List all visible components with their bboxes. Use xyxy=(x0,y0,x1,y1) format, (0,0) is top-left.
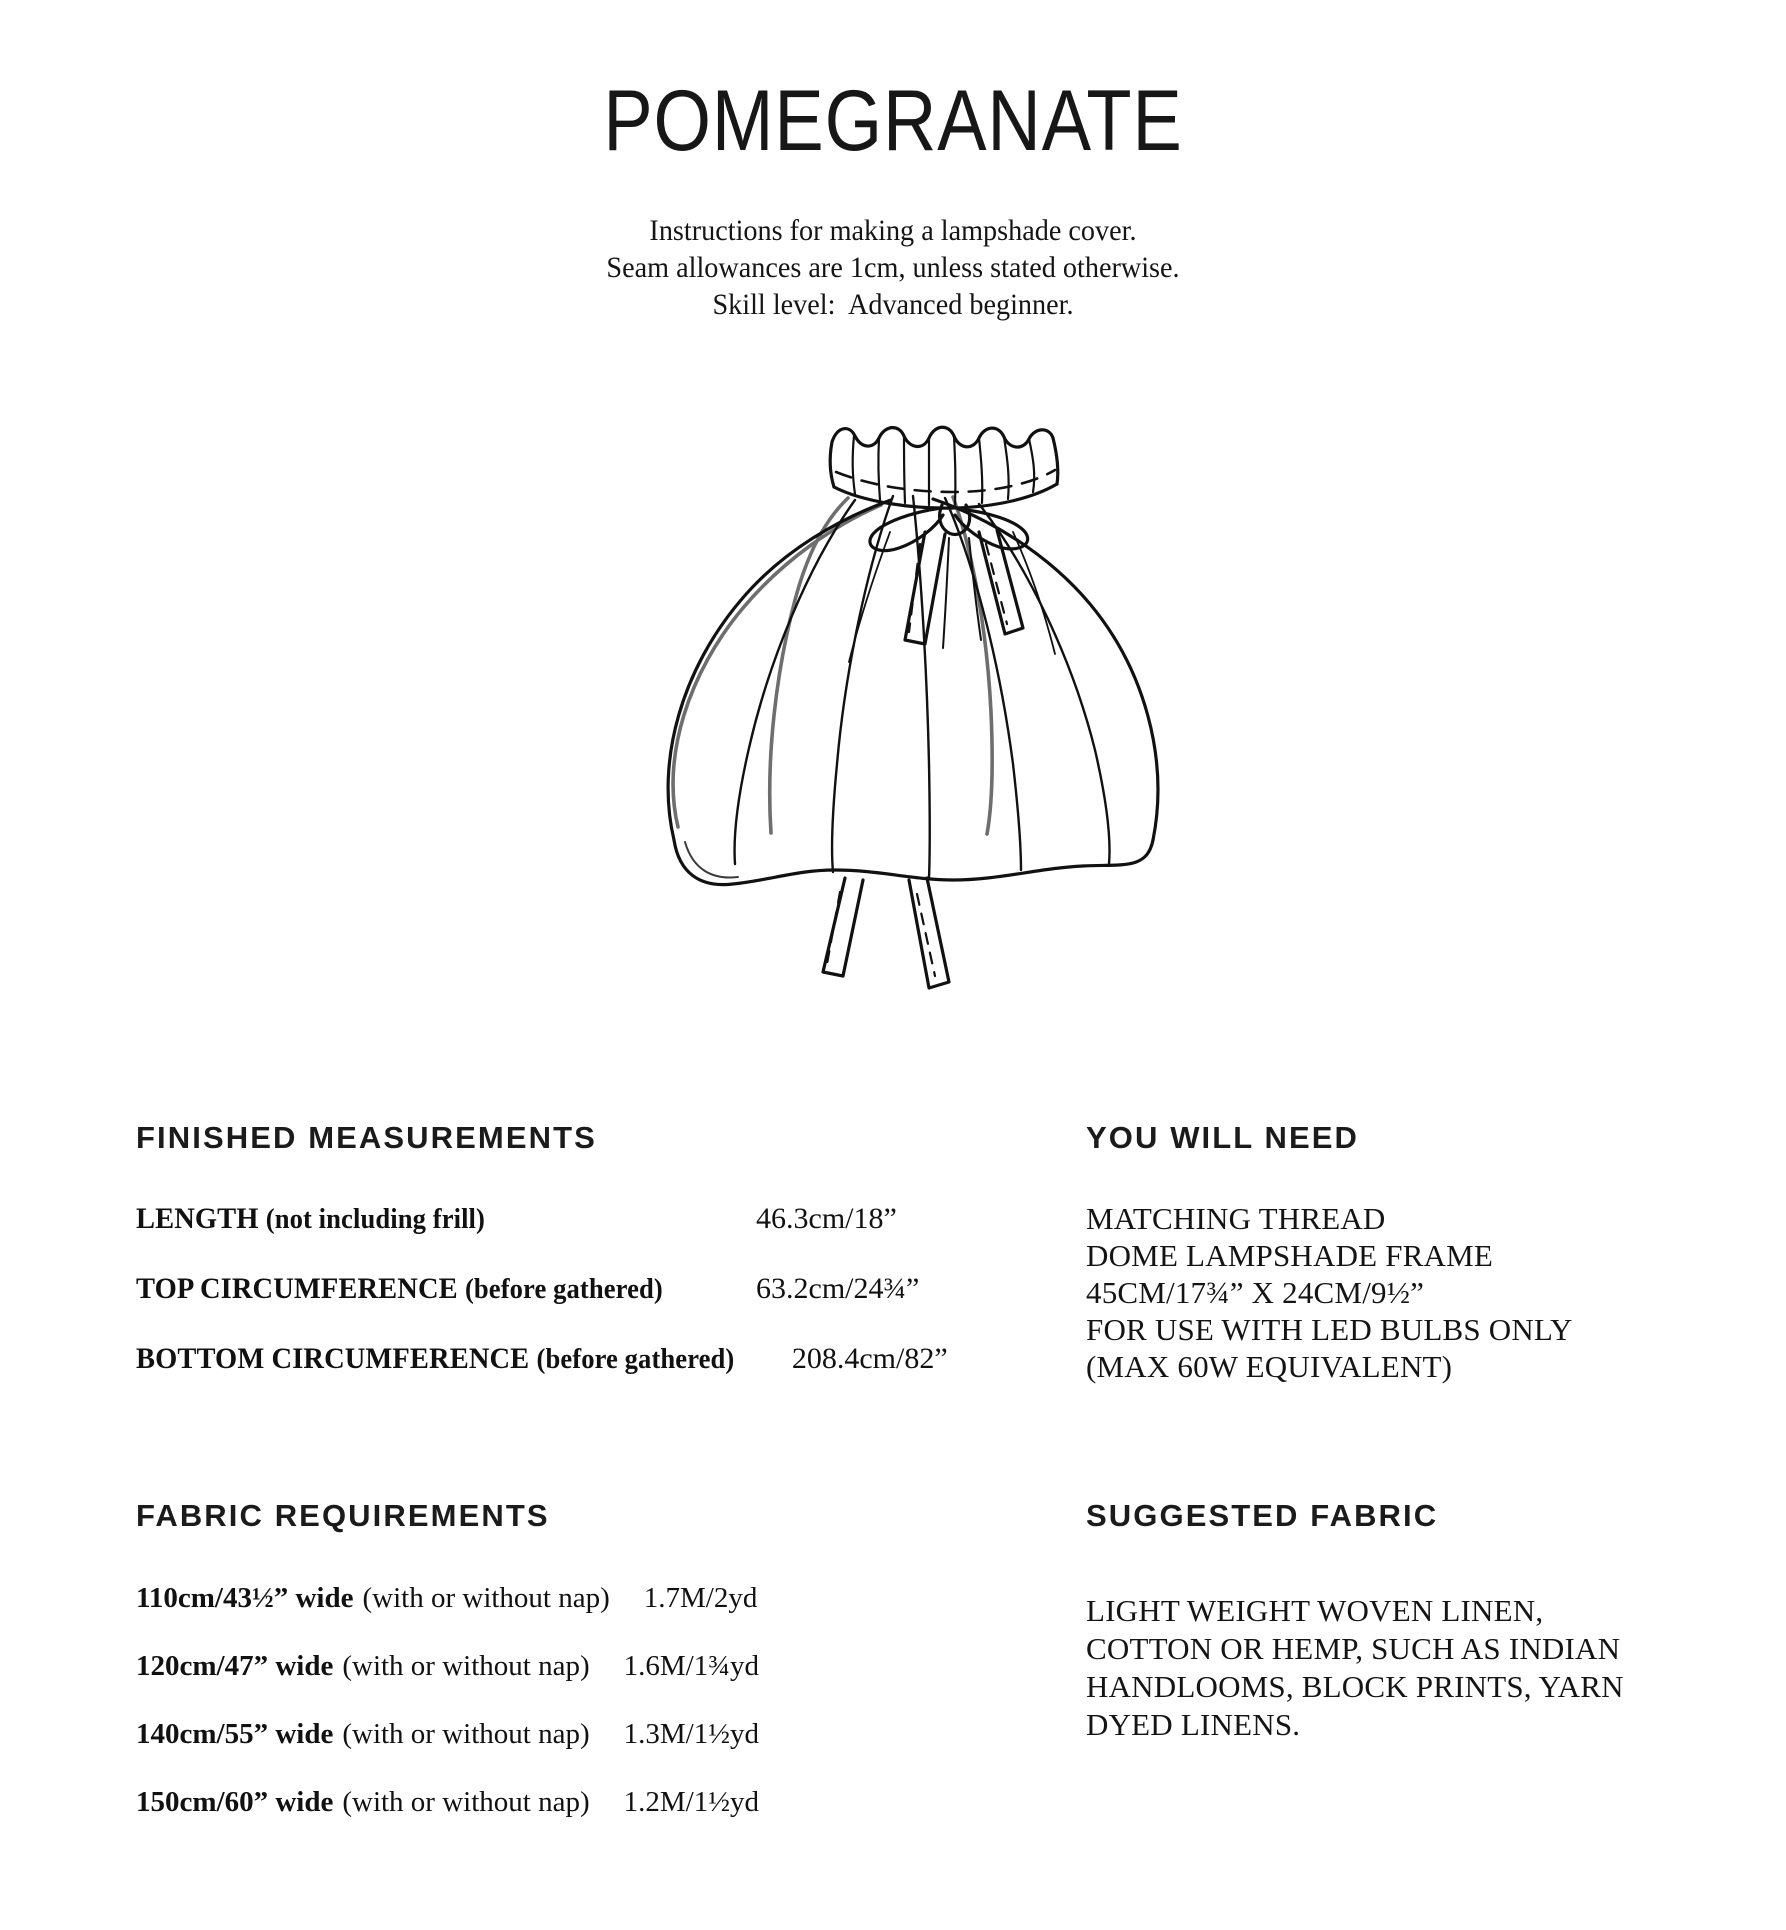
you-will-need-item: DOME LAMPSHADE FRAME xyxy=(1086,1238,1494,1273)
fabric-nap: (with or without nap) xyxy=(342,1650,590,1682)
measurement-row xyxy=(136,1342,956,1412)
you-will-need-item: MATCHING THREAD xyxy=(1086,1201,1386,1236)
fabric-width: 150cm/60” wide xyxy=(136,1786,334,1818)
measurement-row xyxy=(136,1202,956,1272)
suggested-fabric-section xyxy=(1086,1498,1726,1744)
fabric-row xyxy=(136,1786,956,1854)
fabric-width: 110cm/43½” wide xyxy=(136,1582,354,1614)
fabric-nap: (with or without nap) xyxy=(342,1786,590,1818)
you-will-need-section xyxy=(1086,1120,1726,1385)
measurement-value: 63.2cm/24¾” xyxy=(756,1272,920,1305)
suggested-fabric-heading: SUGGESTED FABRIC xyxy=(1086,1498,1439,1533)
fabric-width: 140cm/55” wide xyxy=(136,1718,334,1750)
finished-measurements-section xyxy=(136,1120,956,1412)
measurement-value: 46.3cm/18” xyxy=(756,1202,897,1235)
suggested-fabric-line: COTTON OR HEMP, SUCH AS INDIAN xyxy=(1086,1631,1621,1666)
subtitle-line-2: Seam allowances are 1cm, unless stated otherwise. xyxy=(606,251,1180,284)
you-will-need-item: (MAX 60W EQUIVALENT) xyxy=(1086,1349,1453,1384)
fabric-nap: (with or without nap) xyxy=(362,1582,610,1614)
measurement-label xyxy=(136,1272,663,1306)
fabric-requirements-list xyxy=(136,1582,956,1854)
fabric-row xyxy=(136,1582,956,1650)
fabric-row xyxy=(136,1718,956,1786)
you-will-need-heading: YOU WILL NEED xyxy=(1086,1120,1360,1155)
fabric-width: 120cm/47” wide xyxy=(136,1650,334,1682)
measurement-value: 208.4cm/82” xyxy=(791,1342,948,1375)
lampshade-line-drawing xyxy=(393,372,1393,1072)
fabric-amount: 1.6M/1¾yd xyxy=(623,1650,759,1682)
fabric-requirements-section xyxy=(136,1498,956,1854)
fabric-amount: 1.2M/1½yd xyxy=(623,1786,759,1818)
measurement-label-note: (not including frill) xyxy=(265,1204,486,1235)
measurement-label-main: TOP CIRCUMFERENCE xyxy=(136,1272,465,1305)
suggested-fabric-line: DYED LINENS. xyxy=(1086,1707,1301,1742)
measurement-row xyxy=(136,1272,956,1342)
subtitle-line-1: Instructions for making a lampshade cover. xyxy=(649,214,1137,247)
fabric-row xyxy=(136,1650,956,1718)
page-title: POMEGRANATE xyxy=(603,73,1183,169)
suggested-fabric-line: LIGHT WEIGHT WOVEN LINEN, xyxy=(1086,1593,1544,1628)
measurement-label xyxy=(136,1202,485,1236)
suggested-fabric-text xyxy=(1086,1592,1726,1744)
finished-measurements-heading: FINISHED MEASUREMENTS xyxy=(136,1120,597,1155)
fabric-requirements-heading: FABRIC REQUIREMENTS xyxy=(136,1498,550,1533)
suggested-fabric-line: HANDLOOMS, BLOCK PRINTS, YARN xyxy=(1086,1669,1624,1704)
measurement-label-main: LENGTH xyxy=(136,1202,266,1235)
measurement-label-note: (before gathered) xyxy=(464,1274,663,1305)
you-will-need-list xyxy=(1086,1200,1726,1385)
fabric-nap: (with or without nap) xyxy=(342,1718,590,1750)
subtitle-line-3: Skill level: Advanced beginner. xyxy=(712,288,1074,321)
measurement-label-main: BOTTOM CIRCUMFERENCE xyxy=(136,1342,537,1375)
measurement-label xyxy=(136,1342,734,1376)
you-will-need-item: 45CM/17¾” X 24CM/9½” xyxy=(1086,1275,1425,1310)
fabric-amount: 1.7M/2yd xyxy=(643,1582,758,1614)
measurement-label-note: (before gathered) xyxy=(536,1344,735,1375)
finished-measurements-list xyxy=(136,1202,956,1412)
lampshade-illustration xyxy=(393,372,1393,1072)
subtitle-block xyxy=(54,212,1733,323)
fabric-amount: 1.3M/1½yd xyxy=(623,1718,759,1750)
you-will-need-item: FOR USE WITH LED BULBS ONLY xyxy=(1086,1312,1573,1347)
